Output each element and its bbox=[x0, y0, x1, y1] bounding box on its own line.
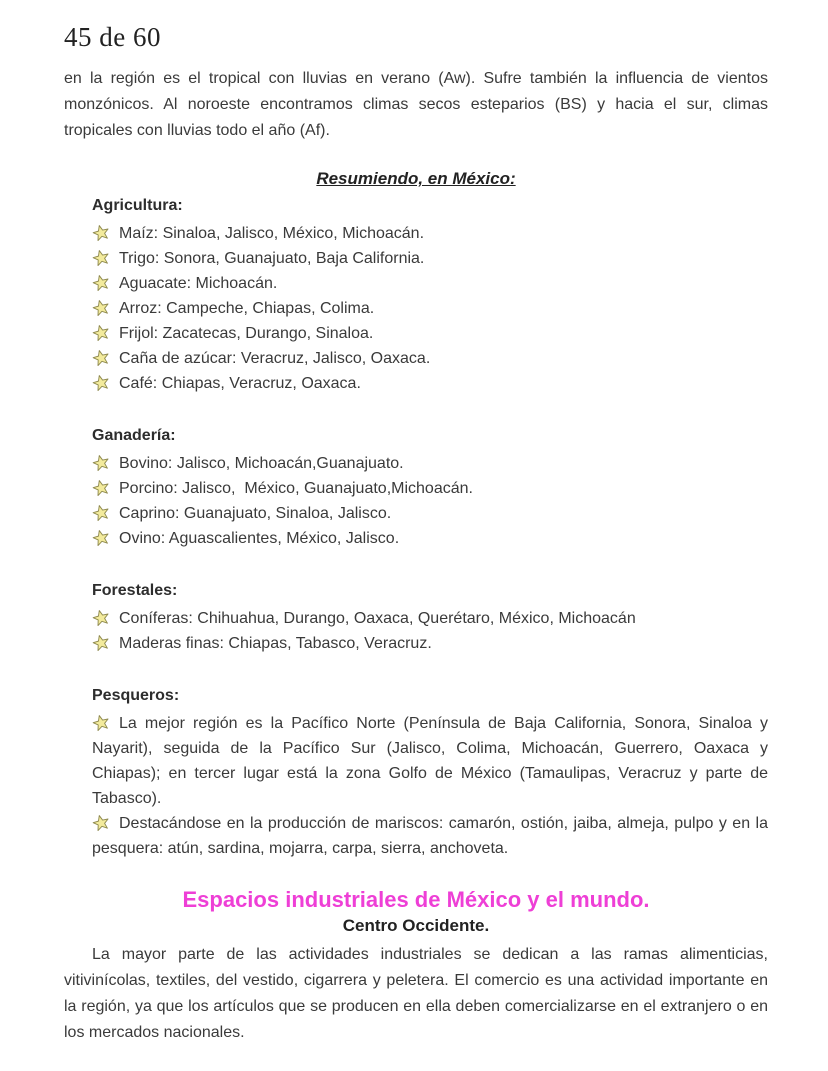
list-item-text: Caña de azúcar: Veracruz, Jalisco, Oaxaca. bbox=[119, 350, 431, 367]
list-item bbox=[92, 246, 768, 271]
topic-title: Forestales: bbox=[92, 582, 178, 599]
page-number-header: 45 de 60 bbox=[64, 22, 161, 52]
list-item bbox=[92, 271, 768, 296]
industrial-paragraph: La mayor parte de las actividades industriales se dedican a las ramas alimenticias, vitivinícolas, textiles, del vestido, cigarrera y peletera. El comercio es una actividad importante en la región, ya que los artículos que se producen en ella deben comercializarse en el extranjero o en los mercados nacionales. bbox=[64, 946, 768, 1041]
list-item bbox=[92, 811, 768, 861]
industrial-title: Espacios industriales de México y el mundo. bbox=[182, 887, 650, 912]
list-item-text: La mejor región es la Pacífico Norte (Península de Baja California, Sonora, Sinaloa y Nayarit), seguida de la Pacífico Sur (Jalisco, Colima, Michoacán, Guerrero, Oaxaca y Chiapas); en tercer lugar está la zona Golfo de México (Tamaulipas, Veracruz y parte de Tabasco). bbox=[92, 715, 768, 807]
list-item-text: Maderas finas: Chiapas, Tabasco, Veracruz. bbox=[119, 635, 432, 652]
list-item bbox=[92, 321, 768, 346]
topic-item-list bbox=[92, 711, 768, 861]
topic-item-list bbox=[92, 606, 768, 656]
industrial-subtitle: Centro Occidente. bbox=[342, 916, 490, 935]
star-icon bbox=[92, 454, 110, 471]
industrial-section bbox=[64, 887, 768, 1046]
list-item-text: Maíz: Sinaloa, Jalisco, México, Michoacán. bbox=[119, 225, 425, 242]
topic-item-list bbox=[92, 221, 768, 396]
star-icon bbox=[92, 249, 110, 266]
intro-paragraph: en la región es el tropical con lluvias en verano (Aw). Sufre también la influencia de vientos monzónicos. Al noroeste encontramos climas secos esteparios (BS) y hacia el sur, climas tropicales con lluvias todo el año (Af). bbox=[64, 70, 768, 139]
list-item-text: Destacándose en la producción de mariscos: camarón, ostión, jaiba, almeja, pulpo y en la pesquera: atún, sardina, mojarra, carpa, sierra, anchoveta. bbox=[92, 815, 768, 857]
list-item-text: Aguacate: Michoacán. bbox=[119, 275, 278, 292]
list-item bbox=[92, 451, 768, 476]
list-item-text: Ovino: Aguascalientes, México, Jalisco. bbox=[119, 530, 400, 547]
topic-section bbox=[92, 686, 768, 861]
list-item bbox=[92, 526, 768, 551]
list-item bbox=[92, 631, 768, 656]
topic-title: Pesqueros: bbox=[92, 687, 180, 704]
star-icon bbox=[92, 814, 110, 831]
list-item bbox=[92, 371, 768, 396]
star-icon bbox=[92, 324, 110, 341]
topic-section bbox=[92, 196, 768, 396]
list-item bbox=[92, 346, 768, 371]
list-item-text: Caprino: Guanajuato, Sinaloa, Jalisco. bbox=[119, 505, 392, 522]
list-item-text: Café: Chiapas, Veracruz, Oaxaca. bbox=[119, 375, 361, 392]
star-icon bbox=[92, 634, 110, 651]
topic-section bbox=[92, 581, 768, 656]
list-item-text: Trigo: Sonora, Guanajuato, Baja California. bbox=[119, 250, 425, 267]
summary-sections bbox=[92, 196, 768, 861]
star-icon bbox=[92, 529, 110, 546]
summary-title: Resumiendo, en México: bbox=[316, 169, 516, 188]
list-item bbox=[92, 221, 768, 246]
topic-title: Agricultura: bbox=[92, 197, 183, 214]
list-item-text: Frijol: Zacatecas, Durango, Sinaloa. bbox=[119, 325, 374, 342]
list-item bbox=[92, 606, 768, 631]
list-item-text: Coníferas: Chihuahua, Durango, Oaxaca, Querétaro, México, Michoacán bbox=[119, 610, 636, 627]
star-icon bbox=[92, 349, 110, 366]
list-item bbox=[92, 296, 768, 321]
star-icon bbox=[92, 504, 110, 521]
star-icon bbox=[92, 299, 110, 316]
star-icon bbox=[92, 224, 110, 241]
star-icon bbox=[92, 374, 110, 391]
list-item bbox=[92, 476, 768, 501]
list-item bbox=[92, 501, 768, 526]
topic-item-list bbox=[92, 451, 768, 551]
list-item-text: Porcino: Jalisco, México, Guanajuato,Michoacán. bbox=[119, 480, 473, 497]
star-icon bbox=[92, 609, 110, 626]
star-icon bbox=[92, 714, 110, 731]
topic-section bbox=[92, 426, 768, 551]
star-icon bbox=[92, 274, 110, 291]
list-item-text: Arroz: Campeche, Chiapas, Colima. bbox=[119, 300, 375, 317]
list-item-text: Bovino: Jalisco, Michoacán,Guanajuato. bbox=[119, 455, 404, 472]
star-icon bbox=[92, 479, 110, 496]
topic-title: Ganadería: bbox=[92, 427, 176, 444]
list-item bbox=[92, 711, 768, 811]
